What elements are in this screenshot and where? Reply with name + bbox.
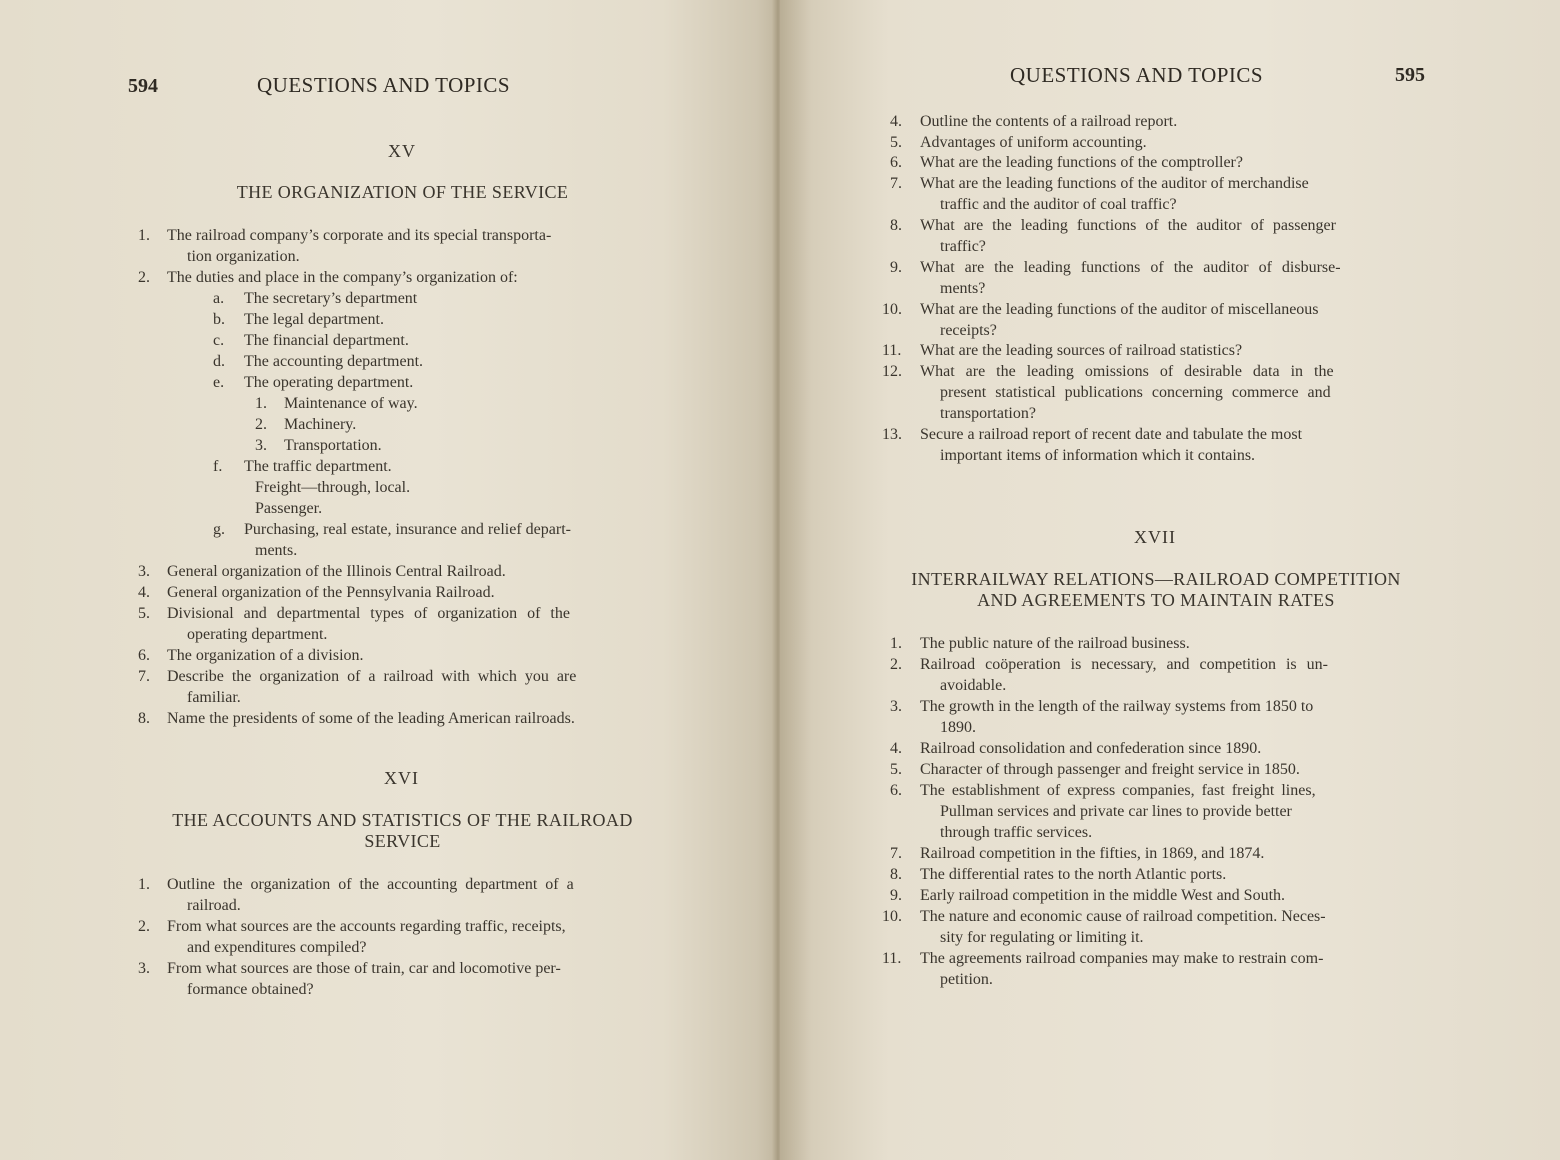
item-number: 10. xyxy=(882,908,902,925)
subitem-line: Passenger. xyxy=(255,500,323,517)
subitem-letter: e. xyxy=(213,374,225,391)
item-line: important items of information which it contains. xyxy=(940,447,1256,464)
item-line: What are the leading functions of the auditor of merchandise xyxy=(920,175,1309,192)
item-line: tion organization. xyxy=(187,248,300,265)
section-title: SERVICE xyxy=(364,831,441,851)
item-number: 5. xyxy=(890,761,902,778)
item-number: 2. xyxy=(138,918,150,935)
item-line: ments? xyxy=(940,280,986,297)
subitem-line: The legal department. xyxy=(244,311,384,328)
subsubitem-number: 2. xyxy=(255,416,267,433)
subitem-line: The financial department. xyxy=(244,332,409,349)
item-line: General organization of the Pennsylvania Railroad. xyxy=(167,584,495,601)
item-number: 2. xyxy=(138,269,150,286)
section-title: THE ACCOUNTS AND STATISTICS OF THE RAILROAD xyxy=(172,810,633,830)
item-line: receipts? xyxy=(940,322,997,339)
item-line: The duties and place in the company’s organization of: xyxy=(167,269,518,286)
item-line: Character of through passenger and freight service in 1850. xyxy=(920,761,1300,778)
item-line: present statistical publications concerning commerce and xyxy=(940,384,1331,401)
running-head: QUESTIONS AND TOPICS xyxy=(1010,63,1264,87)
subitem-letter: c. xyxy=(213,332,225,349)
section-numeral: XVI xyxy=(384,768,419,788)
subitem-letter: a. xyxy=(213,290,225,307)
item-line: Secure a railroad report of recent date and tabulate the most xyxy=(920,426,1303,443)
subitem-line: The accounting department. xyxy=(244,353,424,370)
item-number: 11. xyxy=(882,950,902,967)
item-number: 9. xyxy=(890,259,902,276)
item-line xyxy=(167,225,677,246)
subsubitem-number: 1. xyxy=(255,395,267,412)
section-title: INTERRAILWAY RELATIONS—RAILROAD COMPETITION xyxy=(911,569,1401,589)
item-number: 6. xyxy=(890,154,902,171)
subitem-letter: d. xyxy=(213,353,225,370)
subitem-line: The traffic department. xyxy=(244,458,392,475)
subitem-line: Freight—through, local. xyxy=(255,479,411,496)
item-line: What are the leading functions of the comptroller? xyxy=(920,154,1243,171)
subitem-letter: g. xyxy=(213,521,225,538)
item-number: 4. xyxy=(890,740,902,757)
item-line: Describe the organization of a railroad with which you are xyxy=(167,668,577,685)
item-line: traffic and the auditor of coal traffic? xyxy=(940,196,1177,213)
item-line: What are the leading omissions of desirable data in the xyxy=(920,363,1334,380)
item-number: 7. xyxy=(890,845,902,862)
item-number: 9. xyxy=(890,887,902,904)
item-line: The differential rates to the north Atlantic ports. xyxy=(920,866,1227,883)
item-line: through traffic services. xyxy=(940,824,1093,841)
item-line: sity for regulating or limiting it. xyxy=(940,929,1144,946)
item-number: 1. xyxy=(138,227,150,244)
item-number: 8. xyxy=(138,710,150,727)
item-line: railroad. xyxy=(187,897,241,914)
section-numeral: XVII xyxy=(1134,527,1176,547)
item-number: 12. xyxy=(882,363,902,380)
item-line: operating department. xyxy=(187,626,328,643)
item-line: Outline the contents of a railroad report. xyxy=(920,113,1178,130)
item-line: The public nature of the railroad business. xyxy=(920,635,1190,652)
item-line: The establishment of express companies, fast freight lines, xyxy=(920,782,1316,799)
item-number: 8. xyxy=(890,866,902,883)
item-number: 7. xyxy=(890,175,902,192)
section-title: AND AGREEMENTS TO MAINTAIN RATES xyxy=(977,590,1335,610)
item-line: Divisional and departmental types of organization of the xyxy=(167,605,570,622)
item-number: 6. xyxy=(138,647,150,664)
item-number: 11. xyxy=(882,342,902,359)
subitem-line: ments. xyxy=(255,542,298,559)
item-number: 7. xyxy=(138,668,150,685)
item-number: 2. xyxy=(890,656,902,673)
page-number: 594 xyxy=(128,75,158,97)
item-number: 5. xyxy=(138,605,150,622)
subitem-letter: f. xyxy=(213,458,223,475)
item-line: The organization of a division. xyxy=(167,647,364,664)
subsubitem-line: Machinery. xyxy=(284,416,357,433)
item-line: petition. xyxy=(940,971,993,988)
item-text: The railroad company’s corporate and its special transporta- xyxy=(167,227,552,244)
item-text: Purchasing, real estate, insurance and relief depart- xyxy=(244,521,571,538)
item-line: From what sources are the accounts regarding traffic, receipts, xyxy=(167,918,566,935)
page-number: 595 xyxy=(1395,64,1425,86)
item-line: Name the presidents of some of the leading American railroads. xyxy=(167,710,575,727)
item-line: What are the leading functions of the auditor of passenger xyxy=(920,217,1336,234)
item-line: What are the leading functions of the auditor of disburse- xyxy=(920,259,1341,276)
item-line: Pullman services and private car lines to provide better xyxy=(940,803,1292,820)
item-line: transportation? xyxy=(940,405,1036,422)
item-line: From what sources are those of train, car and locomotive per- xyxy=(167,960,561,977)
subsubitem-line: Transportation. xyxy=(284,437,382,454)
subitem-line: The operating department. xyxy=(244,374,414,391)
item-line: Railroad competition in the fifties, in 1869, and 1874. xyxy=(920,845,1265,862)
item-line: traffic? xyxy=(940,238,986,255)
item-line: familiar. xyxy=(187,689,241,706)
item-line: The agreements railroad companies may make to restrain com- xyxy=(920,950,1324,967)
item-line: avoidable. xyxy=(940,677,1007,694)
item-number: 3. xyxy=(890,698,902,715)
item-line: What are the leading functions of the auditor of miscellaneous xyxy=(920,301,1319,318)
item-number: 1. xyxy=(890,635,902,652)
item-line: 1890. xyxy=(940,719,976,736)
item-number: 10. xyxy=(882,301,902,318)
subsubitem-line: Maintenance of way. xyxy=(284,395,418,412)
subitem-line: The secretary’s department xyxy=(244,290,418,307)
item-number: 4. xyxy=(138,584,150,601)
subsubitem-number: 3. xyxy=(255,437,267,454)
item-number: 4. xyxy=(890,113,902,130)
item-line: The nature and economic cause of railroad competition. Neces- xyxy=(920,908,1326,925)
item-line: What are the leading sources of railroad statistics? xyxy=(920,342,1243,359)
subitem-line xyxy=(244,519,677,540)
item-line: and expenditures compiled? xyxy=(187,939,367,956)
subitem-letter: b. xyxy=(213,311,225,328)
item-number: 1. xyxy=(138,876,150,893)
section-numeral: XV xyxy=(388,141,416,161)
item-line: General organization of the Illinois Central Railroad. xyxy=(167,563,506,580)
item-line: Railroad consolidation and confederation since 1890. xyxy=(920,740,1262,757)
item-number: 8. xyxy=(890,217,902,234)
section-title: THE ORGANIZATION OF THE SERVICE xyxy=(236,182,569,202)
item-line: Outline the organization of the accounting department of a xyxy=(167,876,574,893)
item-line: Advantages of uniform accounting. xyxy=(920,134,1147,151)
item-number: 13. xyxy=(882,426,902,443)
item-number: 3. xyxy=(138,960,150,977)
item-number: 6. xyxy=(890,782,902,799)
right-page xyxy=(780,0,1560,1160)
item-line: Railroad coöperation is necessary, and competition is un- xyxy=(920,656,1328,673)
item-line: Early railroad competition in the middle West and South. xyxy=(920,887,1286,904)
running-head: QUESTIONS AND TOPICS xyxy=(257,73,511,97)
item-line: The growth in the length of the railway systems from 1850 to xyxy=(920,698,1314,715)
item-number: 5. xyxy=(890,134,902,151)
item-line: formance obtained? xyxy=(187,981,314,998)
item-number: 3. xyxy=(138,563,150,580)
